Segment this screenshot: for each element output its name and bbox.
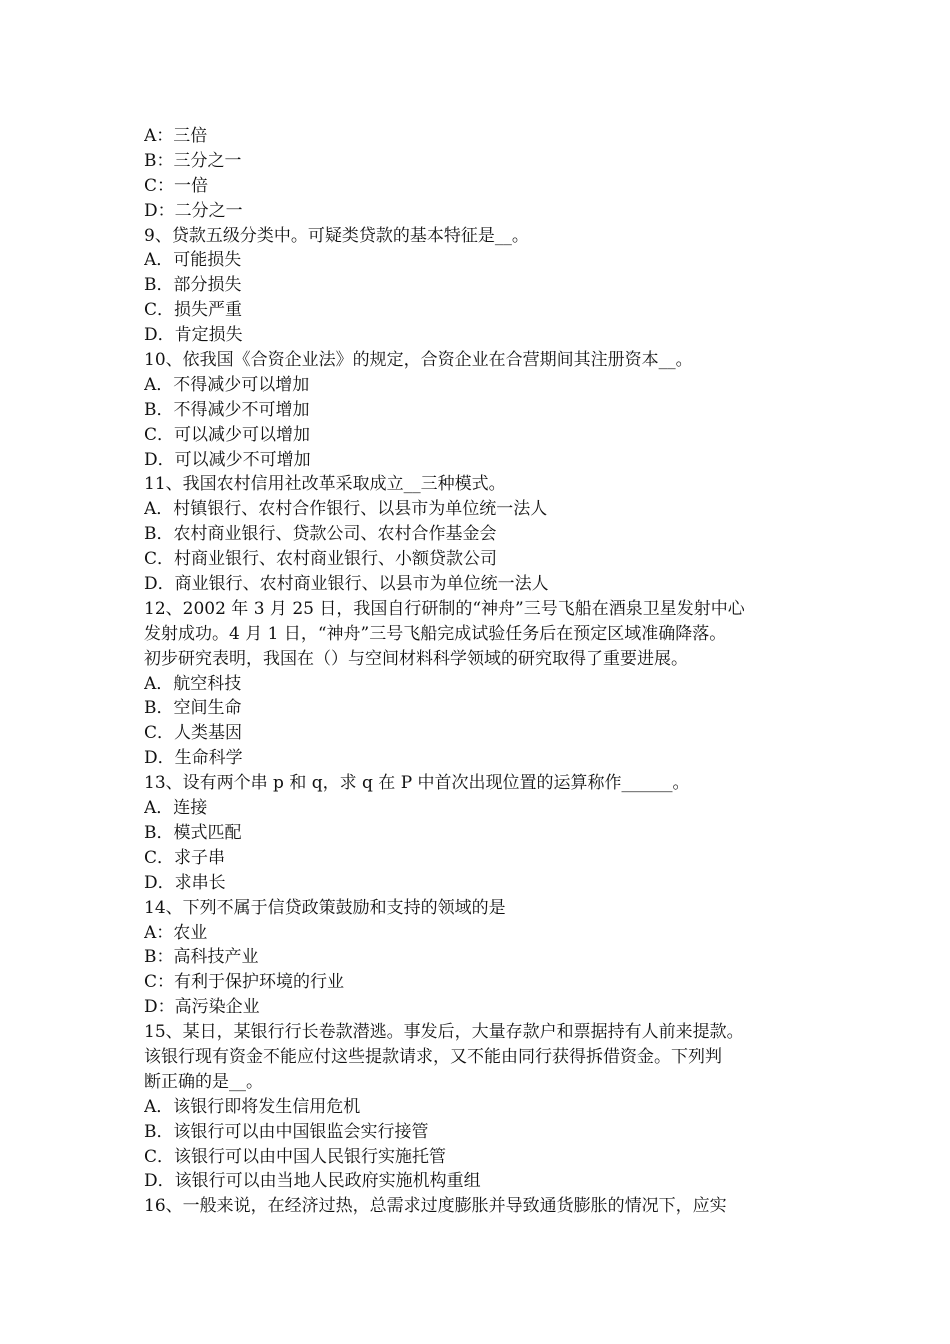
text-line: A：农业 — [144, 922, 208, 943]
question-line: 14、下列不属于信贷政策鼓励和支持的领域的是 — [144, 897, 506, 918]
text-line: D．生命科学 — [144, 748, 243, 769]
text-line: C．村商业银行、农村商业银行、小额贷款公司 — [144, 549, 498, 570]
text-line: D．商业银行、农村商业银行、以县市为单位统一法人 — [144, 574, 549, 595]
text-line: C．损失严重 — [144, 300, 243, 321]
question-line: 13、设有两个串 p 和 q，求 q 在 P 中首次出现位置的运算称作______。 — [144, 773, 690, 794]
text-line: B．农村商业银行、贷款公司、农村合作基金会 — [144, 524, 497, 545]
text-line: D：高污染企业 — [144, 997, 260, 1018]
text-line: C：一倍 — [144, 175, 209, 196]
text-line: A．村镇银行、农村合作银行、以县市为单位统一法人 — [144, 499, 548, 520]
text-line: B．部分损失 — [144, 275, 242, 296]
text-line: B．不得减少不可增加 — [144, 399, 310, 420]
text-line: A．该银行即将发生信用危机 — [144, 1096, 361, 1117]
text-line: A．可能损失 — [144, 250, 242, 271]
question-line: 10、依我国《合资企业法》的规定，合资企业在合营期间其注册资本__。 — [144, 350, 693, 371]
text-line: D．肯定损失 — [144, 325, 243, 346]
text-line: C：有利于保护环境的行业 — [144, 972, 345, 993]
text-line: 初步研究表明，我国在（）与空间材料科学领域的研究取得了重要进展。 — [144, 648, 688, 669]
question-line: 11、我国农村信用社改革采取成立__三种模式。 — [144, 474, 506, 495]
document-page — [144, 124, 844, 1219]
text-line: D．可以减少不可增加 — [144, 449, 311, 470]
text-line: B．空间生命 — [144, 698, 242, 719]
text-line: C．求子串 — [144, 847, 226, 868]
text-line: A：三倍 — [144, 126, 208, 146]
text-line: D．求串长 — [144, 872, 226, 893]
question-line: 12、2002 年 3 月 25 日，我国自行研制的“神舟”三号飞船在酒泉卫星发射中心 — [144, 598, 745, 619]
text-line: B：三分之一 — [144, 150, 242, 171]
question-line: 9、贷款五级分类中。可疑类贷款的基本特征是__。 — [144, 225, 529, 246]
text-line: B．模式匹配 — [144, 822, 242, 843]
text-line: C．人类基因 — [144, 723, 243, 744]
text-line: A．不得减少可以增加 — [144, 374, 310, 395]
text-line: 发射成功。4 月 1 日，“神舟”三号飞船完成试验任务后在预定区域准确降落。 — [144, 623, 727, 644]
text-line: A．连接 — [144, 798, 208, 819]
text-line: 该银行现有资金不能应付这些提款请求，又不能由同行获得拆借资金。下列判 — [144, 1046, 722, 1067]
text-line: A．航空科技 — [144, 673, 242, 694]
question-line: 15、某日，某银行行长卷款潜逃。事发后，大量存款户和票据持有人前来提款。 — [144, 1022, 744, 1043]
text-line: D．该银行可以由当地人民政府实施机构重组 — [144, 1171, 481, 1192]
text-line: C．该银行可以由中国人民银行实施托管 — [144, 1146, 447, 1167]
text-line: C．可以减少可以增加 — [144, 424, 311, 445]
text-line: 断正确的是__。 — [144, 1071, 263, 1092]
question-line: 16、一般来说，在经济过热，总需求过度膨胀并导致通货膨胀的情况下，应实 — [144, 1196, 727, 1217]
text-line: D：二分之一 — [144, 200, 243, 221]
text-line: B．该银行可以由中国银监会实行接管 — [144, 1121, 429, 1142]
text-line: B：高科技产业 — [144, 947, 259, 968]
